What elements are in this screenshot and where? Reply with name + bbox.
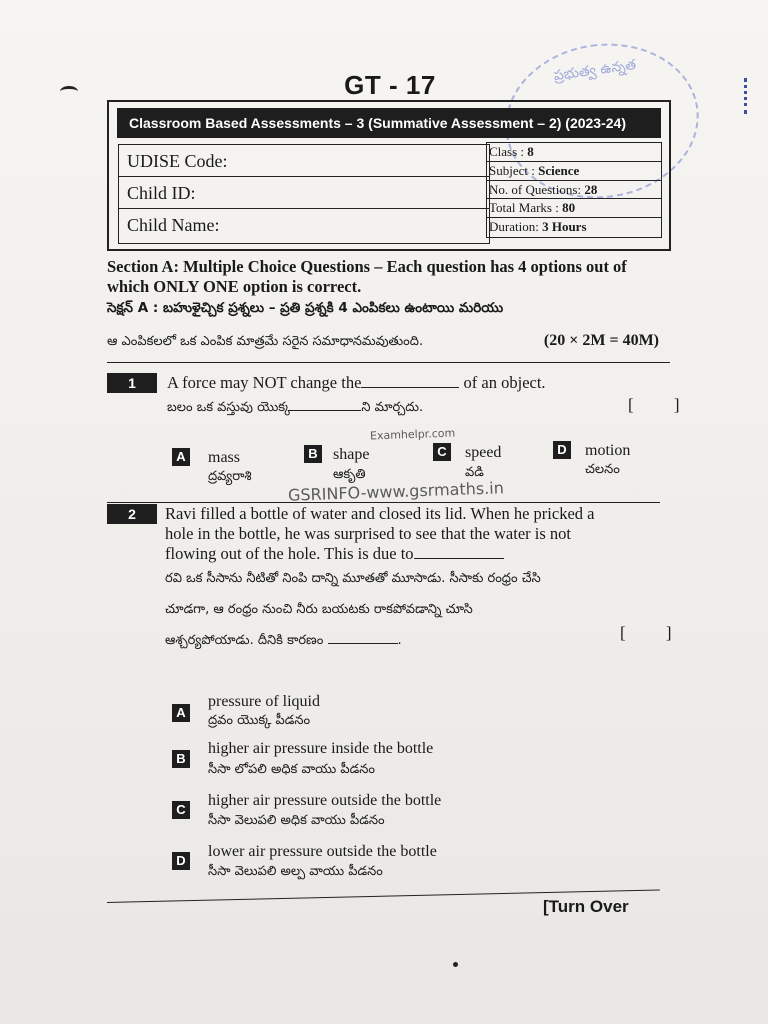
duration-row: Duration: 3 Hours <box>489 219 587 235</box>
section-heading-telugu-2: ఆ ఎంపికలలో ఒక ఎంపిక మాత్రమే సరైన సమాధానమవుతుంది. (20 × 2M = 40M) <box>107 332 659 349</box>
section-heading-telugu: సెక్షన్ A : బహుళైచ్చిక ప్రశ్నలు – ప్రతి ప్రశ్నకి 4 ఎంపికలు ఉంటాయి మరియు <box>107 300 504 316</box>
q1-option-a-key[interactable]: A <box>172 448 190 466</box>
q2-option-b-key[interactable]: B <box>172 750 190 768</box>
q1-option-b-telugu: ఆకృతి <box>333 467 366 482</box>
q1-option-d-text: motion <box>585 442 631 459</box>
q2-option-d-key[interactable]: D <box>172 852 190 870</box>
turn-over-label: [Turn Over <box>543 897 629 916</box>
q1-option-d-telugu: చలనం <box>585 462 620 477</box>
q2-option-a-key[interactable]: A <box>172 704 190 722</box>
q1-option-b-key[interactable]: B <box>304 445 322 463</box>
watermark-url: GSRINFO-www.gsrmaths.in <box>287 478 505 505</box>
question-2-telugu-3: ఆశ్చర్యపోయాడు. దీనికి కారణం . <box>165 633 402 648</box>
q2-option-a-telugu: ద్రవం యొక్క పీడనం <box>208 713 311 728</box>
question-2-line-2: hole in the bottle, he was surprised to see that the water is not <box>165 524 571 543</box>
q1-option-d-key[interactable]: D <box>553 441 571 459</box>
questions-row: No. of Questions: 28 <box>487 181 661 200</box>
udise-code-field: UDISE Code: <box>119 145 489 177</box>
question-number-2: 2 <box>107 504 157 524</box>
student-fields <box>118 144 490 244</box>
stamp-text: ప్రభుత్వ ఉన్నత <box>552 56 638 85</box>
divider <box>107 362 670 363</box>
section-marks: (20 × 2M = 40M) <box>543 332 659 349</box>
q2-option-d-telugu: సీసా వెలుపలి అల్ప వాయు పీడనం <box>208 864 383 879</box>
q2-option-b-telugu: సీసా లోపలి అధిక వాయు పీడనం <box>208 762 375 777</box>
q1-option-b-text: shape <box>333 446 370 463</box>
answer-bracket-1[interactable]: [ ] <box>628 395 698 414</box>
q2-option-c-key[interactable]: C <box>172 801 190 819</box>
class-row: Class : 8 <box>487 143 661 162</box>
q2-option-c-telugu: సీసా వెలుపలి అధిక వాయు పీడనం <box>208 813 385 828</box>
child-name-field: Child Name: <box>127 215 220 235</box>
q1-option-a-telugu: ద్రవ్యరాశి <box>208 469 252 484</box>
q1-option-c-key[interactable]: C <box>433 443 451 461</box>
q1-option-a-text: mass <box>208 449 240 466</box>
question-number-1: 1 <box>107 373 157 393</box>
q2-option-c-text: higher air pressure outside the bottle <box>208 792 442 809</box>
question-2-line-3: flowing out of the hole. This is due to <box>165 544 504 564</box>
question-1-text: A force may NOT change the of an object. <box>167 373 546 392</box>
question-2-line-1: Ravi filled a bottle of water and closed its lid. When he pricked a <box>165 504 595 523</box>
watermark-text: Examhelpr.com <box>369 426 456 443</box>
q2-option-a-text: pressure of liquid <box>208 693 320 710</box>
q2-option-d-text: lower air pressure outside the bottle <box>208 843 437 860</box>
question-1-telugu: బలం ఒక వస్తువు యొక్క ని మార్చదు. <box>167 400 424 415</box>
paper-code: GT - 17 <box>344 70 436 100</box>
answer-bracket-2[interactable]: [ ] <box>620 623 690 642</box>
subject-row: Subject : Science <box>487 162 661 181</box>
question-2-telugu-1: రవి ఒక సీసాను నీటితో నింపి దాన్ని మూతతో మూసాడు. సీసాకు రంధ్రం చేసి <box>165 571 541 586</box>
divider <box>107 502 660 503</box>
exam-details <box>486 142 662 238</box>
assessment-title: Classroom Based Assessments – 3 (Summative Assessment – 2) (2023-24) <box>117 108 661 138</box>
child-id-field: Child ID: <box>119 177 489 209</box>
q1-option-c-text: speed <box>465 444 502 461</box>
question-2-telugu-2: చూడగా, ఆ రంధ్రం నుంచి నీరు బయటకు రాకపోవడాన్ని చూసి <box>165 602 473 617</box>
section-heading: Section A: Multiple Choice Questions – Each question has 4 options out of which ONLY ONE option is correct. <box>107 257 627 296</box>
ink-dot <box>453 962 458 967</box>
q2-option-b-text: higher air pressure inside the bottle <box>208 740 434 757</box>
marks-row: Total Marks : 80 <box>487 199 661 218</box>
header-box <box>107 100 671 251</box>
q1-option-c-telugu: వడి <box>465 465 484 480</box>
